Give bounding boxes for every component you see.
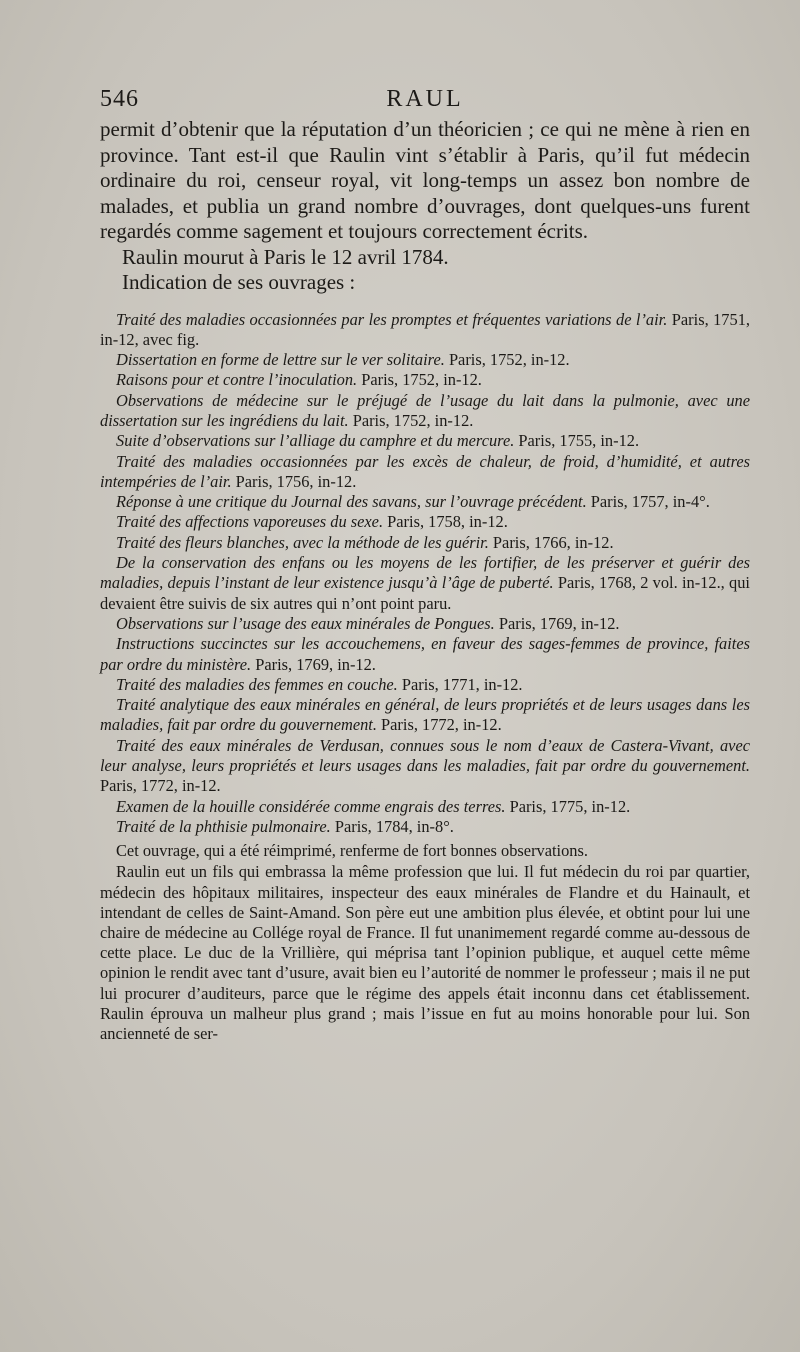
work-details: Paris, 1758, in-12. [383, 512, 508, 532]
work-entry [100, 736, 750, 797]
work-details: Paris, 1752, in-12. [348, 410, 474, 430]
works-list [100, 310, 750, 838]
work-details: Paris, 1772, in-12. [100, 776, 221, 796]
work-details: Paris, 1772, in-12. [376, 715, 502, 735]
son-paragraph: Raulin eut un fils qui embrassa la même profession que lui. Il fut médecin du roi par quartier, médecin des hôpitaux militaires, inspecteur des eaux minérales de Flandre et du Hainault, et intendant de celles de Saint-Amand. Son père eut une ambition plus élevée, et obtint pour lui une chaire de médecine au Collége royal de France. Il fut unanimement regardé comme au-dessous de cette place. Le duc de la Vrillière, qui méprisa tant l’opinion publique, et auquel cette même opinion le rendit avec tant d’usure, avait bien eu l’autorité de nommer le professeur ; mais il ne put lui procurer d’auditeurs, parce que le régime des appels était inconnu dans cet établissement. Raulin éprouva un malheur plus grand ; mais l’issue en fut au moins honorable pour lui. Son ancienneté de ser- [100, 862, 750, 1044]
work-entry [100, 675, 750, 695]
work-title: Traité de la phthisie pulmonaire. [116, 816, 331, 836]
work-details: Paris, 1766, in-12. [488, 532, 614, 552]
work-details: Paris, 1784, in-8°. [330, 816, 454, 836]
reprint-note: Cet ouvrage, qui a été réimprimé, renferme de fort bonnes observations. [116, 841, 588, 861]
running-head: RAUL [386, 86, 464, 112]
work-entry [100, 512, 750, 532]
work-title: Réponse à une critique du Journal des savans, sur l’ouvrage précédent. [116, 492, 587, 512]
page-body [100, 117, 750, 1044]
death-date-paragraph: Raulin mourut à Paris le 12 avril 1784. [122, 244, 449, 269]
work-title: Traité des affections vaporeuses du sexe. [116, 512, 384, 532]
work-entry [100, 452, 750, 493]
work-entry [100, 492, 750, 512]
closing-text [100, 841, 750, 1044]
work-entry [100, 695, 750, 736]
work-title: Traité des eaux minérales de Verdusan, connues sous le nom d’eaux de Castera-Vivant, avec leur analyse, leurs propriétés et leurs usages dans les maladies, fait par ordre du gouvernement. [100, 735, 750, 776]
work-entry [100, 533, 750, 553]
work-details: Paris, 1756, in-12. [231, 471, 357, 491]
work-entry [100, 553, 750, 614]
lead-paragraph: permit d’obtenir que la réputation d’un théoricien ; ce qui ne mène à rien en province. Tant est-il que Raulin vint s’établir à Paris, qu’il fut médecin ordinaire du roi, censeur royal, vit long-temps un assez bon nombre de malades, et publia un grand nombre d’ouvrages, dont quelques-uns furent regardés comme sagement et toujours correctement écrits. [100, 117, 750, 243]
work-title: Traité analytique des eaux minérales en général, de leurs propriétés et de leurs usages dans les maladies, fait par ordre du gouvernement. [100, 695, 750, 735]
work-details: Paris, 1769, in-12. [494, 613, 620, 633]
work-details: Paris, 1757, in-4°. [586, 492, 710, 512]
work-entry [100, 797, 750, 817]
work-title: Examen de la houille considérée comme engrais des terres. [116, 796, 506, 816]
work-entry [100, 817, 750, 837]
work-title: Traité des maladies des femmes en couche. [116, 674, 398, 694]
work-details: Paris, 1752, in-12. [444, 350, 570, 370]
work-title: Traité des maladies occasionnées par les promptes et fréquentes variations de l’air. [116, 309, 668, 329]
work-title: Traité des fleurs blanches, avec la méthode de les guérir. [116, 532, 489, 552]
work-details: Paris, 1768, 2 vol. in-12., qui devaient être suivis de six autres qui n’ont point paru. [100, 573, 750, 613]
lead-text [100, 117, 750, 296]
work-title: Suite d’observations sur l’alliage du camphre et du mercure. [116, 431, 515, 451]
work-details: Paris, 1751, in-12, avec fig. [100, 309, 750, 349]
work-title: Raisons pour et contre l’inoculation. [116, 370, 358, 390]
work-entry [100, 634, 750, 675]
page-header [100, 86, 750, 116]
work-details: Paris, 1771, in-12. [397, 674, 523, 694]
work-entry [100, 350, 750, 370]
work-title: Dissertation en forme de lettre sur le ver solitaire. [116, 350, 445, 370]
work-title: Instructions succinctes sur les accouchemens, en faveur des sages-femmes de province, faites par ordre du ministère. [100, 634, 750, 674]
work-details: Paris, 1752, in-12. [357, 370, 482, 390]
work-details: Paris, 1769, in-12. [251, 654, 376, 674]
work-details: Paris, 1775, in-12. [505, 796, 631, 816]
work-entry [100, 614, 750, 634]
page-number: 546 [100, 86, 139, 112]
works-heading: Indication de ses ouvrages : [122, 270, 356, 294]
work-entry [100, 391, 750, 432]
work-title: Traité des maladies occasionnées par les excès de chaleur, de froid, d’humidité, et autres intempéries de l’air. [100, 451, 750, 491]
work-details: Paris, 1755, in-12. [514, 431, 640, 451]
work-entry [100, 370, 750, 390]
work-title: De la conservation des enfans ou les moyens de les fortifier, de les préserver et guérir des maladies, depuis l’instant de leur existence jusqu’à l’âge de puberté. [100, 553, 750, 593]
work-entry [100, 431, 750, 451]
work-title: Observations sur l’usage des eaux minérales de Pongues. [116, 613, 495, 633]
work-entry [100, 310, 750, 351]
work-title: Observations de médecine sur le préjugé de l’usage du lait dans la pulmonie, avec une dissertation sur les ingrédiens du lait. [100, 390, 750, 430]
